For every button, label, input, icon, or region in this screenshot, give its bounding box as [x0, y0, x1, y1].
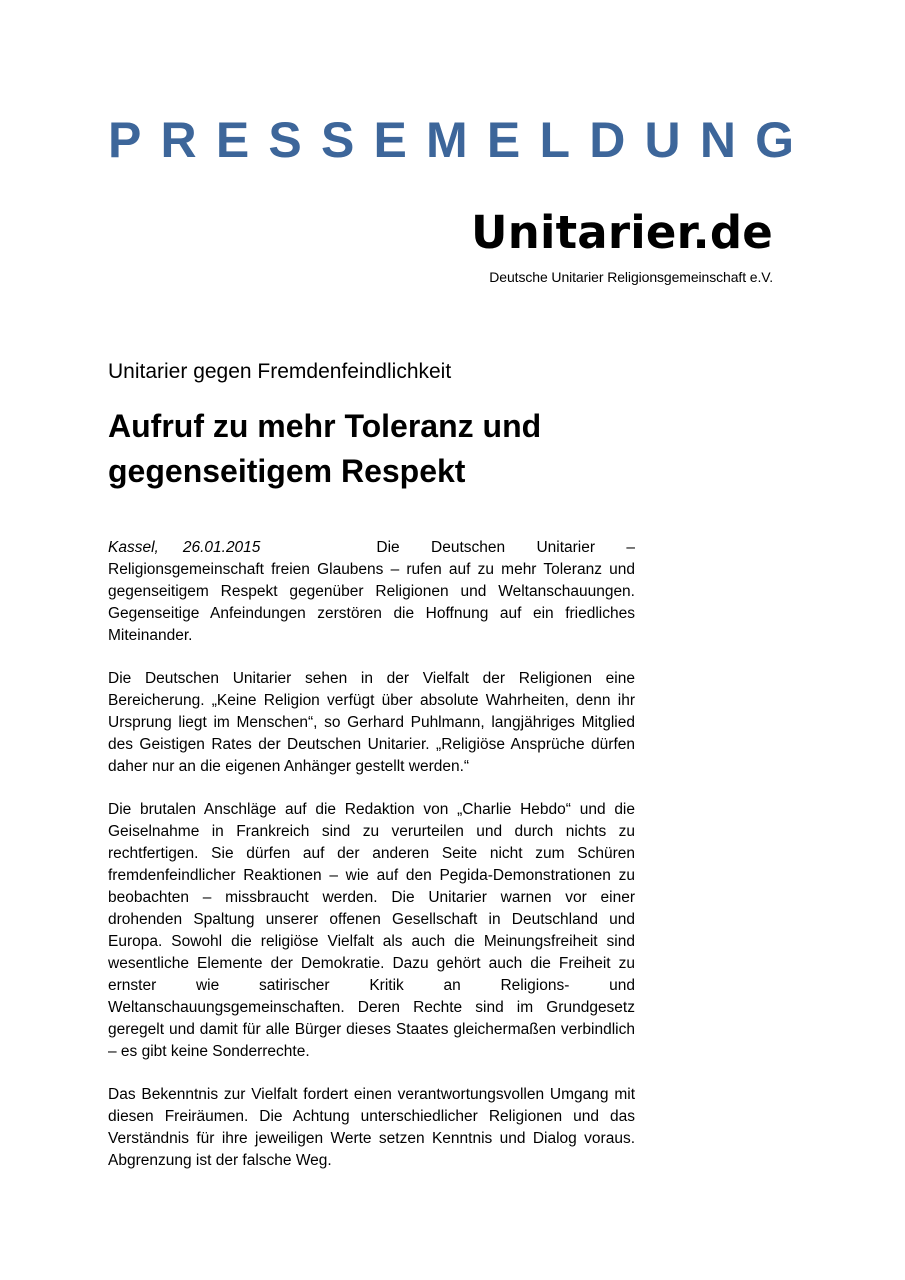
- lead-text: Die Deutschen Unitarier – Religionsgemeinschaft freien Glaubens – rufen auf zu mehr Toleranz und gegenseitigem Respekt gegenüber Religionen und Weltanschauungen. Gegenseitige Anfeindungen zerstören die Hoffnung auf ein friedliches Miteinander.: [108, 539, 635, 644]
- press-release-heading: PRESSEMELDUNG: [108, 112, 814, 168]
- paragraph: Das Bekenntnis zur Vielfalt fordert einen verantwortungsvollen Umgang mit diesen Freiräumen. Die Achtung unterschiedlicher Religionen und das Verständnis für ihre jeweiligen Werte setzen Kenntnis und Dialog voraus. Abgrenzung ist der falsche Weg.: [108, 1086, 635, 1169]
- dateline-place: Kassel,: [108, 539, 159, 556]
- article-body: [108, 537, 635, 1193]
- paragraph: Die Deutschen Unitarier sehen in der Vielfalt der Religionen eine Bereicherung. „Keine Religion verfügt über absolute Wahrheiten, denn ihr Ursprung liegt im Menschen“, so Gerhard Puhlmann, langjähriges Mitglied des Geistigen Rates der Deutschen Unitarier. „Religiöse Ansprüche dürfen daher nur an die eigenen Anhänger gestellt werden.“: [108, 670, 635, 775]
- organization-logo: [471, 206, 773, 285]
- logo-tagline: Deutsche Unitarier Religionsgemeinschaft e.V.: [489, 269, 773, 285]
- logo-wordmark: Unitarier.de: [470, 206, 773, 259]
- dateline-date: 26.01.2015: [182, 539, 261, 556]
- article-title: Aufruf zu mehr Toleranz und gegenseitigem Respekt: [108, 408, 542, 489]
- paragraph: Die brutalen Anschläge auf die Redaktion von „Charlie Hebdo“ und die Geiselnahme in Frankreich sind zu verurteilen und durch nichts zu rechtfertigen. Sie dürfen auf der anderen Seite nicht zum Schüren fremdenfeindlicher Reaktionen – wie auf den Pegida-Demonstrationen zu beobachten – missbraucht werden. Die Unitarier warnen vor einer drohenden Spaltung unserer offenen Gesellschaft in Deutschland und Europa. Sowohl die religiöse Vielfalt als auch die Meinungsfreiheit sind wesentliche Elemente der Demokratie. Dazu gehört auch die Freiheit zu ernster wie satirischer Kritik an Religions- und Weltanschauungsgemeinschaften. Deren Rechte sind im Grundgesetz geregelt und damit für alle Bürger dieses Staates gleichermaßen verbindlich – es gibt keine Sonderrechte.: [108, 801, 635, 1060]
- dateline: [108, 539, 260, 556]
- article-subtitle: Unitarier gegen Fremdenfeindlichkeit: [108, 360, 452, 383]
- lead-paragraph: [108, 537, 635, 647]
